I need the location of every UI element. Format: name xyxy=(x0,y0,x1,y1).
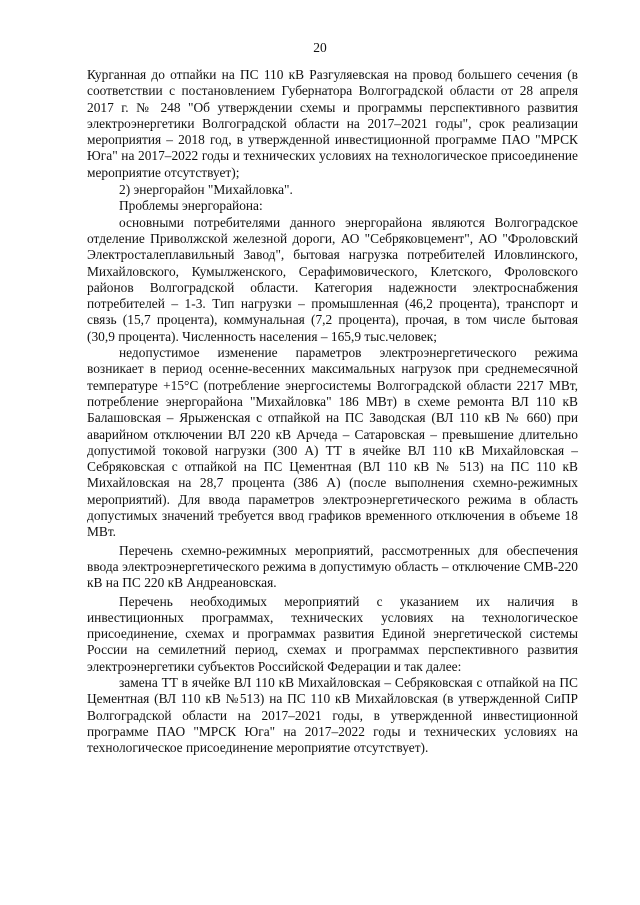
paragraph-unacceptable-mode: недопустимое изменение параметров электроэнергетического режима возникает в период осенне-весенних максимальных нагрузок при среднемесячной температуре +15°С (потребление энергосистемы Волгоградской области 2217 МВт, потребление энергорайона "Михайловка" 186 МВт) в схеме ремонта ВЛ 110 кВ Балашовская – Ярыженская с отпайкой на ПС Заводская (ВЛ 110 кВ № 660) при аварийном отключении ВЛ 220 кВ Арчеда – Сатаровская – превышение длительно допустимой токовой нагрузки (300 А) ТТ в ячейке ВЛ 110 кВ Михайловская – Себряковская с отпайкой на ПС Цементная (ВЛ 110 кВ № 513) на ПС 110 кВ Михайловская на 28,7 процента (386 А) (после выполнения схемно-режимных мероприятий). Для ввода параметров электроэнергетического режима в область допустимых значений требуется ввод графиков временного отключения в объеме 18 МВт. xyxy=(87,345,578,540)
paragraph-line-upgrade-continued: Курганная до отпайки на ПС 110 кВ Разгуляевская на провод большего сечения (в соответствии с постановлением Губернатора Волгоградской области от 28 апреля 2017 г. № 248 "Об утверждении схемы и программы перспективного развития электроэнергетики Волгоградской области на 2017–2021 годы", срок реализации мероприятия – 2018 год, в утвержденной инвестиционной программе ПАО "МРСК Юга" на 2017–2022 годы и технических условиях на технологическое присоединение мероприятие отсутствует); xyxy=(87,67,578,180)
paragraph-energy-district-heading: 2) энергорайон "Михайловка". xyxy=(119,182,293,198)
paragraph-required-measures: Перечень необходимых мероприятий с указанием их наличия в инвестиционных программах, технических условиях на технологическое присоединение, схемах и программах развития Единой энергетической системы России на семилетний период, схемах и программах перспективного развития электроэнергетики субъектов Российской Федерации и так далее: xyxy=(87,593,578,674)
paragraph-main-consumers: основными потребителями данного энергорайона являются Волгоградское отделение Приволжской железной дороги, АО "Себряковцемент", АО "Фроловский Электросталеплавильный Завод", бытовая нагрузка потребителей Иловлинского, Михайловского, Кумылженского, Серафимовического, Клетского, Фроловского районов Волгоградской области. Категория надежности электроснабжения потребителей – 1-3. Тип нагрузки – промышленная (46,2 процента), транспорт и связь (15,7 процента), коммунальная (7,2 процента), прочая, в том числе бытовая (30,9 процента). Численность населения – 165,9 тыс.человек; xyxy=(87,214,578,344)
page-number: 20 xyxy=(313,40,327,55)
paragraph-problems-heading: Проблемы энергорайона: xyxy=(119,198,263,214)
document-body xyxy=(87,67,578,756)
paragraph-scheme-measures: Перечень схемно-режимных мероприятий, рассмотренных для обеспечения ввода электроэнергетического режима в допустимую область – отключение СМВ-220 кВ на ПС 220 кВ Андреановская. xyxy=(87,542,578,591)
paragraph-ct-replacement: замена ТТ в ячейке ВЛ 110 кВ Михайловская – Себряковская с отпайкой на ПС Цементная (ВЛ 110 кВ №513) на ПС 110 кВ Михайловская (в утвержденной СиПР Волгоградской области на 2017–2021 годы, в утвержденной инвестиционной программе ПАО "МРСК Юга" на 2017–2022 годы и технических условиях на технологическое присоединение мероприятие отсутствует). xyxy=(87,674,578,756)
